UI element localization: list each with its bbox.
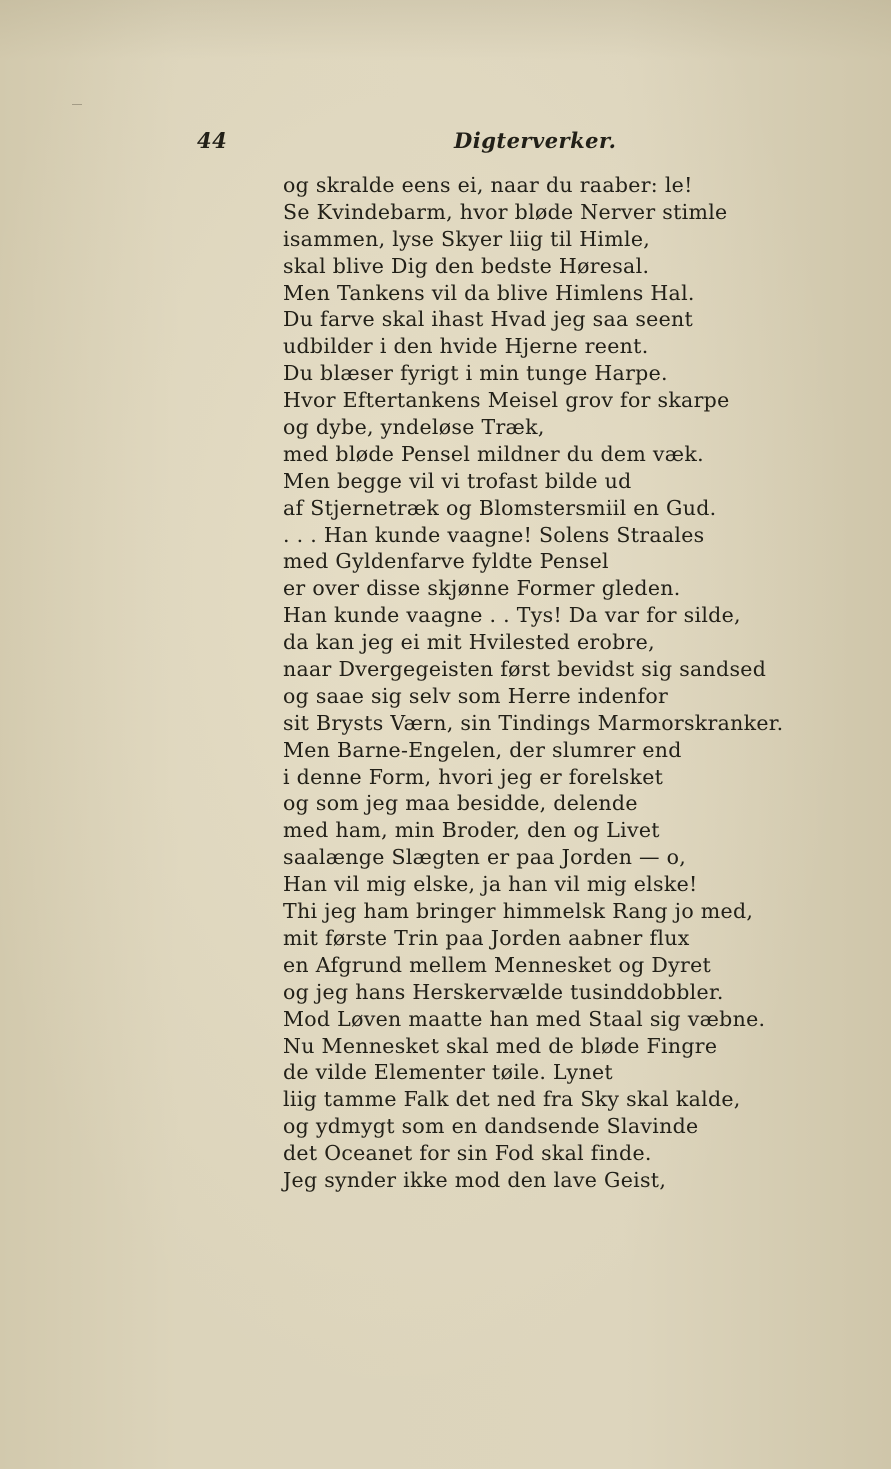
poem-line: er over disse skjønne Former gleden.	[283, 576, 681, 601]
poem-line: sit Brysts Værn, sin Tindings Marmorskranker.	[283, 710, 784, 735]
poem-line: det Oceanet for sin Fod skal finde.	[283, 1141, 652, 1166]
poem-line: med bløde Pensel mildner du dem væk.	[283, 441, 704, 466]
poem-text	[283, 172, 783, 1194]
poem-line: . . . Han kunde vaagne! Solens Straales	[283, 522, 705, 547]
poem-line: med Gyldenfarve fyldte Pensel	[283, 549, 609, 574]
poem-line: Nu Mennesket skal med de bløde Fingre	[283, 1033, 718, 1058]
poem-line: Men begge vil vi trofast bilde ud	[283, 468, 632, 493]
poem-line: og jeg hans Herskervælde tusinddobbler.	[283, 979, 724, 1004]
poem-line: af Stjernetræk og Blomstersmiil en Gud.	[283, 495, 717, 520]
poem-line: skal blive Dig den bedste Høresal.	[283, 253, 650, 278]
poem-line: Du farve skal ihast Hvad jeg saa seent	[283, 307, 694, 332]
poem-line: Men Tankens vil da blive Himlens Hal.	[283, 280, 695, 305]
poem-line: mit første Trin paa Jorden aabner flux	[283, 925, 690, 950]
poem-line: og som jeg maa besidde, delende	[283, 791, 638, 816]
poem-line: med ham, min Broder, den og Livet	[283, 818, 660, 843]
poem-line: naar Dvergegeisten først bevidst sig sandsed	[283, 657, 767, 682]
poem-line: Du blæser fyrigt i min tunge Harpe.	[283, 361, 668, 386]
margin-mark	[72, 104, 82, 105]
poem-line: Han vil mig elske, ja han vil mig elske!	[283, 872, 698, 897]
poem-line: liig tamme Falk det ned fra Sky skal kalde,	[283, 1087, 741, 1112]
poem-line: en Afgrund mellem Mennesket og Dyret	[283, 952, 712, 977]
poem-line: Se Kvindebarm, hvor bløde Nerver stimle	[283, 199, 728, 224]
poem-line: Jeg synder ikke mod den lave Geist,	[283, 1167, 667, 1192]
poem-line: Han kunde vaagne . . Tys! Da var for silde,	[283, 603, 741, 628]
running-head: Digterverker.	[454, 128, 617, 153]
poem-line: da kan jeg ei mit Hvilested erobre,	[283, 630, 655, 655]
poem-line: Men Barne-Engelen, der slumrer end	[283, 737, 682, 762]
page-shadow	[0, 0, 891, 60]
poem-line: Hvor Eftertankens Meisel grov for skarpe	[283, 388, 730, 413]
page-header	[0, 128, 891, 160]
poem-line: Mod Løven maatte han med Staal sig væbne.	[283, 1006, 766, 1031]
poem-line: Thi jeg ham bringer himmelsk Rang jo med,	[283, 899, 754, 924]
poem-line: saalænge Slægten er paa Jorden — o,	[283, 845, 687, 870]
poem-line: i denne Form, hvori jeg er forelsket	[283, 764, 664, 789]
poem-line: isammen, lyse Skyer liig til Himle,	[283, 226, 651, 251]
poem-line: de vilde Elementer tøile. Lynet	[283, 1060, 613, 1085]
poem-line: og ydmygt som en dandsende Slavinde	[283, 1114, 699, 1139]
poem-line: og dybe, yndeløse Træk,	[283, 415, 545, 440]
page-number: 44	[197, 128, 228, 153]
poem-line: udbilder i den hvide Hjerne reent.	[283, 334, 649, 359]
poem-line: og skralde eens ei, naar du raaber: le!	[283, 173, 693, 197]
poem-line: og saae sig selv som Herre indenfor	[283, 683, 669, 708]
